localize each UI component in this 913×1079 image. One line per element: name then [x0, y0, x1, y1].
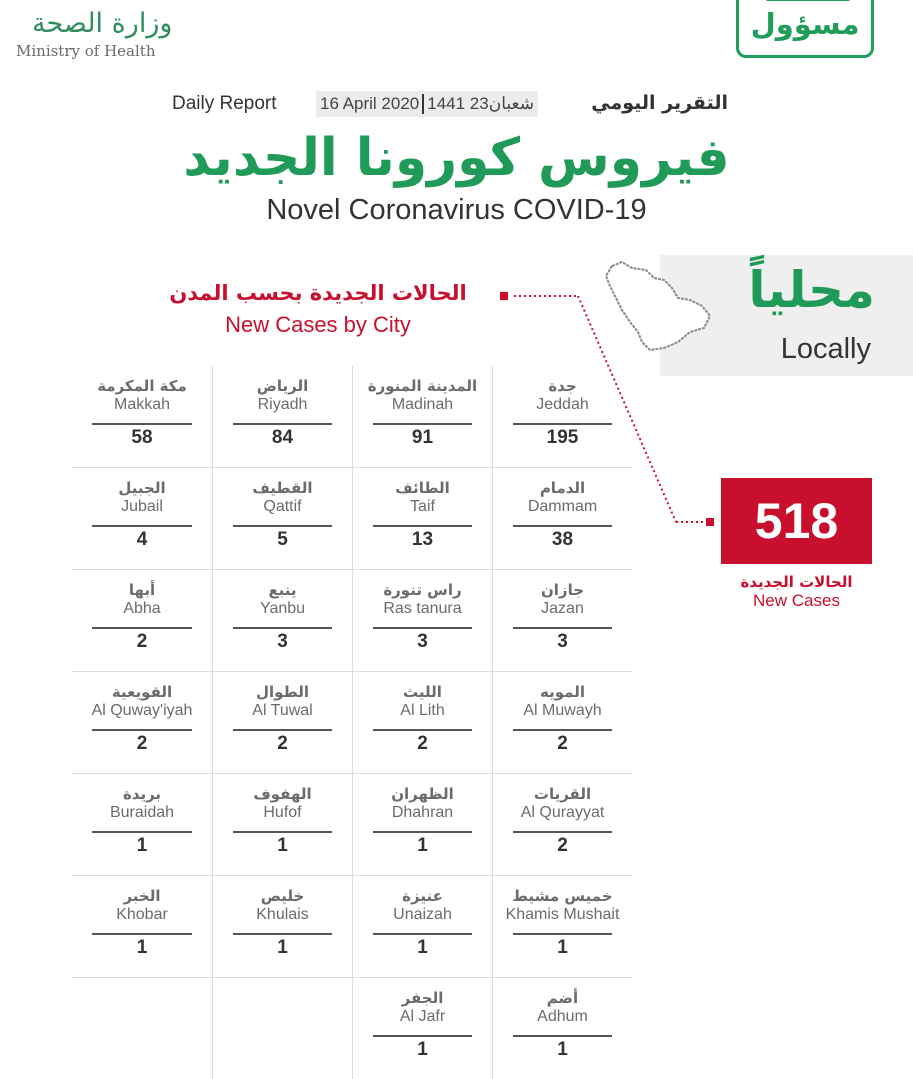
title-ar: فيروس كورونا الجديد — [183, 128, 730, 188]
city-name-en: Dammam — [527, 498, 598, 515]
total-bullet — [706, 518, 714, 526]
city-name-en: Al Tuwal — [252, 702, 313, 719]
city-name-en: Buraidah — [109, 804, 175, 821]
city-case-count: 2 — [136, 733, 148, 754]
divider — [373, 933, 472, 935]
city-name-ar: راس تنورة — [383, 581, 462, 599]
cities-grid — [72, 366, 632, 1079]
city-name-en: Khamis Mushait — [505, 906, 620, 923]
city-case-count: 1 — [417, 1039, 428, 1060]
city-case-count: 91 — [411, 427, 434, 448]
city-name-en: Hufof — [263, 804, 302, 821]
city-name-en: Adhum — [537, 1008, 588, 1025]
empty-cell — [212, 978, 352, 1079]
heading-bullet — [500, 292, 508, 300]
city-case-count: 13 — [411, 529, 434, 550]
divider — [373, 423, 472, 425]
divider — [513, 1035, 612, 1037]
city-name-ar: الطوال — [256, 683, 309, 701]
cities-heading-en: New Cases by City — [225, 312, 411, 337]
city-cell — [212, 672, 352, 773]
city-cell — [212, 774, 352, 875]
city-cell — [492, 570, 632, 671]
badge-text: مسؤول — [750, 7, 860, 41]
city-case-count: 1 — [277, 937, 288, 958]
divider — [373, 525, 472, 527]
divider — [513, 933, 612, 935]
city-case-count: 1 — [277, 835, 288, 856]
city-name-en: Makkah — [113, 396, 171, 413]
divider — [373, 1035, 472, 1037]
city-name-en: Dhahran — [391, 804, 454, 821]
city-row — [72, 876, 632, 978]
city-cell — [492, 672, 632, 773]
city-case-count: 2 — [557, 733, 568, 754]
daily-report-en: Daily Report — [172, 93, 277, 114]
city-cell — [72, 366, 212, 467]
city-case-count: 3 — [277, 631, 288, 652]
city-name-ar: المدينة المنورة — [367, 377, 478, 395]
city-cell — [352, 366, 492, 467]
divider — [92, 831, 192, 833]
city-cell — [492, 468, 632, 569]
city-name-ar: بريدة — [122, 785, 162, 803]
city-cell — [492, 876, 632, 977]
city-cell — [352, 672, 492, 773]
city-case-count: 2 — [136, 631, 148, 652]
divider — [92, 933, 192, 935]
divider — [92, 423, 192, 425]
city-case-count: 2 — [417, 733, 428, 754]
city-case-count: 1 — [417, 835, 428, 856]
city-cell — [212, 468, 352, 569]
divider — [233, 729, 332, 731]
city-name-en: Taif — [410, 498, 435, 515]
city-name-en: Qattif — [263, 498, 302, 515]
city-name-ar: الهفوف — [253, 785, 312, 803]
empty-cell — [72, 978, 212, 1079]
city-name-ar: القويعية — [111, 683, 173, 701]
ministry-name-en: Ministry of Health — [16, 42, 156, 60]
city-case-count: 38 — [551, 529, 574, 550]
city-case-count: 3 — [417, 631, 428, 652]
city-name-en: Madinah — [391, 396, 454, 413]
city-name-en: Khobar — [116, 906, 168, 923]
city-name-ar: ينبع — [268, 581, 297, 599]
divider — [92, 525, 192, 527]
city-cell — [212, 366, 352, 467]
city-cell — [212, 570, 352, 671]
city-name-en: Al Lith — [400, 702, 445, 719]
city-row — [72, 774, 632, 876]
city-name-ar: عنيزة — [402, 887, 443, 905]
city-cell — [352, 876, 492, 977]
daily-report-ar: التقرير اليومي — [591, 92, 728, 114]
city-case-count: 5 — [277, 529, 288, 550]
city-name-ar: خميس مشيط — [512, 887, 613, 905]
city-cell — [352, 468, 492, 569]
divider — [233, 525, 332, 527]
city-row — [72, 366, 632, 468]
title-en: Novel Coronavirus COVID-19 — [266, 194, 647, 226]
divider — [92, 729, 192, 731]
city-row — [72, 468, 632, 570]
city-name-en: Riyadh — [257, 396, 308, 413]
locally-ar: محلياً — [748, 261, 875, 319]
city-case-count: 2 — [557, 835, 568, 856]
city-name-en: Jubail — [121, 498, 163, 515]
city-cell — [492, 978, 632, 1079]
city-case-count: 1 — [136, 835, 148, 856]
city-name-en: Khulais — [256, 906, 309, 923]
city-name-en: Al Quway'iyah — [91, 702, 193, 719]
city-case-count: 1 — [557, 937, 568, 958]
divider — [513, 831, 612, 833]
city-name-en: Al Qurayyat — [520, 804, 605, 821]
city-name-en: Jazan — [541, 600, 584, 617]
city-name-en: Ras tanura — [383, 600, 462, 617]
city-name-ar: الظهران — [391, 785, 454, 803]
city-case-count: 2 — [277, 733, 288, 754]
city-cell — [72, 774, 212, 875]
city-cell — [352, 774, 492, 875]
city-name-ar: جدة — [548, 377, 577, 395]
divider — [513, 525, 612, 527]
date-gregorian: 16 April 2020 — [320, 94, 420, 113]
date-hijri: 1441 23شعبان — [427, 94, 534, 113]
divider — [513, 729, 612, 731]
city-name-ar: القطيف — [252, 479, 313, 497]
city-name-ar: أضم — [546, 989, 579, 1007]
city-name-ar: الليث — [403, 683, 442, 701]
city-name-ar: جازان — [540, 581, 585, 599]
city-name-ar: الجبيل — [118, 479, 166, 497]
city-case-count: 1 — [557, 1039, 568, 1060]
ministry-name-ar: وزارة الصحة — [32, 8, 173, 39]
city-name-ar: مكة المكرمة — [97, 377, 187, 395]
city-name-en: Al Muwayh — [523, 702, 602, 719]
divider — [233, 933, 332, 935]
city-cell — [492, 774, 632, 875]
divider — [513, 423, 612, 425]
divider — [373, 627, 472, 629]
city-name-ar: الطائف — [395, 479, 450, 497]
city-row — [72, 570, 632, 672]
city-name-en: Jeddah — [536, 396, 589, 413]
city-cell — [352, 978, 492, 1079]
city-cell — [72, 876, 212, 977]
city-name-ar: القريات — [533, 785, 592, 803]
divider — [233, 831, 332, 833]
city-case-count: 84 — [271, 427, 294, 448]
city-case-count: 1 — [136, 937, 148, 958]
city-name-en: Al Jafr — [399, 1008, 446, 1025]
city-name-ar: المويه — [540, 683, 585, 701]
divider — [513, 627, 612, 629]
divider — [373, 729, 472, 731]
city-name-ar: أبها — [128, 581, 156, 599]
city-row — [72, 672, 632, 774]
city-cell — [72, 468, 212, 569]
city-cell — [212, 876, 352, 977]
city-case-count: 1 — [417, 937, 428, 958]
city-name-ar: خليص — [260, 887, 305, 905]
divider — [233, 423, 332, 425]
city-row — [72, 978, 632, 1079]
total-label-en: New Cases — [753, 591, 840, 610]
city-name-ar: الرياض — [256, 377, 309, 395]
city-case-count: 4 — [136, 529, 148, 550]
city-name-en: Yanbu — [259, 600, 306, 617]
divider — [92, 627, 192, 629]
cities-heading-ar: الحالات الجديدة بحسب المدن — [169, 281, 467, 305]
city-name-ar: الجفر — [401, 989, 444, 1007]
divider — [233, 627, 332, 629]
total-label-ar: الحالات الجديدة — [740, 573, 853, 591]
divider — [373, 831, 472, 833]
city-cell — [492, 366, 632, 467]
city-cell — [352, 570, 492, 671]
city-case-count: 58 — [131, 427, 153, 448]
total-new-cases: 518 — [721, 478, 872, 564]
locally-en: Locally — [780, 333, 871, 365]
city-name-ar: الخبر — [123, 887, 161, 905]
city-cell — [72, 570, 212, 671]
city-case-count: 195 — [546, 427, 579, 448]
city-case-count: 3 — [557, 631, 568, 652]
city-cell — [72, 672, 212, 773]
city-name-ar: الدمام — [539, 479, 586, 497]
city-name-en: Abha — [123, 600, 161, 617]
city-name-en: Unaizah — [393, 906, 452, 923]
